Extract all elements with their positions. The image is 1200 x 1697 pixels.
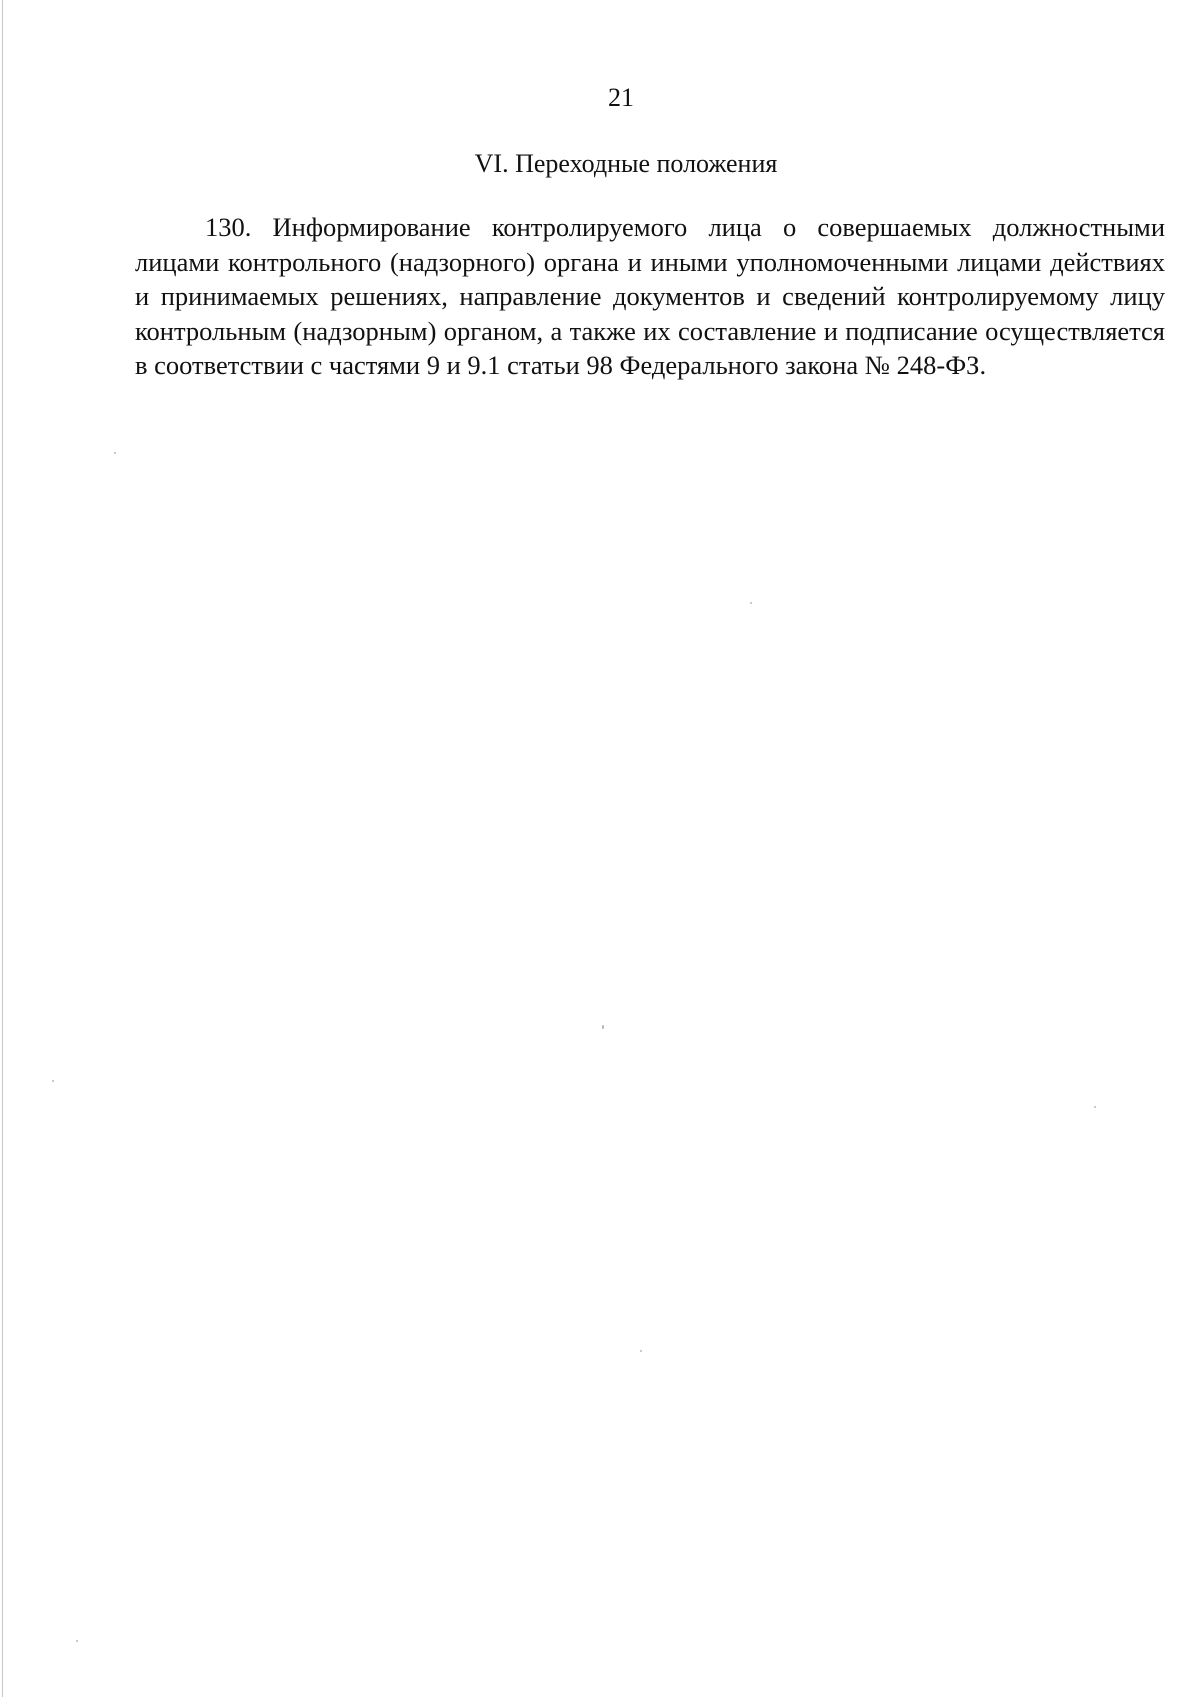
paragraph-130: 130. Информирование контролируемого лица о совершаемых должностными лицами контрольного (надзорного) органа и иными уполномоченными лицами действиях и принимаемых решениях, направление документов и сведений контролируемому лицу контрольным (надзорным) органом, а также их составление и подписание осуществляется в соответствии с частями 9 и 9.1 статьи 98 Федерального закона № 248-ФЗ.	[135, 212, 1165, 380]
scan-edge-line	[2, 0, 3, 1697]
scan-speck	[602, 1025, 604, 1029]
page-number: 21	[608, 83, 634, 112]
scan-speck	[1094, 1106, 1096, 1108]
scan-speck	[750, 602, 752, 604]
scan-speck	[114, 452, 116, 454]
section-heading: VI. Переходные положения	[474, 149, 778, 178]
scan-speck	[640, 1350, 642, 1352]
scan-speck	[76, 1640, 78, 1642]
scan-speck	[52, 1080, 54, 1082]
